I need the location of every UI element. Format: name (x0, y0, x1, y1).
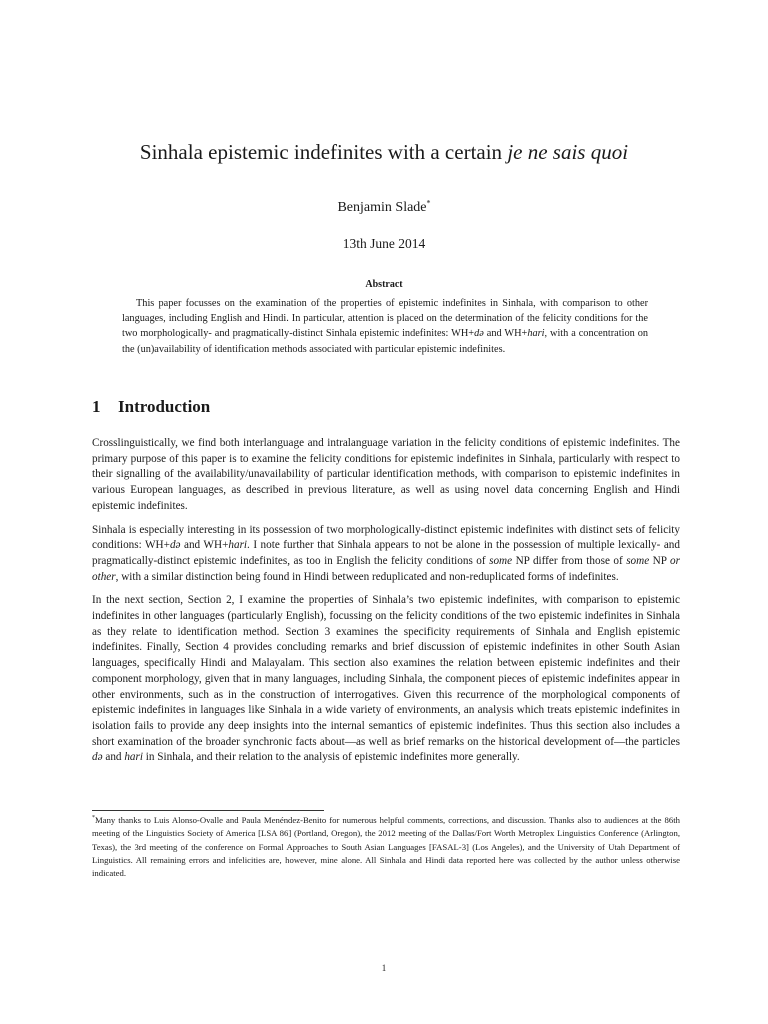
title-main-text: Sinhala epistemic indefinites with a certain (139, 140, 508, 164)
footnote-rule (92, 810, 324, 811)
section-heading (92, 397, 210, 417)
section-number: 1 (92, 397, 101, 416)
p3-segment: in Sinhala, and their relation to the analysis of epistemic indefinites more generally. (142, 751, 520, 764)
p2-segment: NP differ from those of (512, 554, 627, 567)
abstract-term-hari: hari (527, 328, 545, 340)
p2-term-or-other: or other (92, 554, 680, 583)
p2-segment: and WH+ (180, 539, 229, 552)
p2-term-some: some (489, 554, 513, 567)
p2-segment: Sinhala is especially interesting in its possession of two morphologically-distinct epistemic indefinites with distinct sets of felicity conditions: WH+ (92, 523, 680, 552)
paragraph-3 (92, 593, 680, 766)
p3-term-hari: hari (124, 751, 143, 764)
p2-segment: , with a similar distinction being found in Hindi between reduplicated and non-reduplicated forms of indefinites. (115, 570, 619, 583)
abstract-text (122, 296, 648, 357)
p2-segment: . I note further that Sinhala appears to not be alone in the possession of multiple lexically- and pragmatically-distinct epistemic indefinites, as too in English the felicity conditions of (92, 539, 680, 567)
p2-term-some: some (626, 554, 650, 567)
p3-segment: and (102, 751, 125, 764)
title-italic-text: je ne sais quoi (507, 140, 629, 164)
author-name (0, 200, 768, 216)
footnote-text: Many thanks to Luis Alonso-Ovalle and Paula Menéndez-Benito for numerous helpful comments, corrections, and discussion. Thanks also to audiences at the 86th meeting of the Linguistics Society of America [LSA 86] (Portland, Oregon), the 2012 meeting of the Dallas/Fort Worth Metroplex Linguistics Conference (Arlington, Texas), the 3rd meeting of the conference on Formal Approaches to South Asian Languages [FASAL-3] (Los Angeles), and the University of Utah Department of Linguistics. All remaining errors and infelicities are, however, mine alone. All Sinhala and Hindi data reported here was collected by the author unless otherwise indicated. (92, 815, 680, 879)
abstract-segment: , with a concentration on the (un)availability of identification methods associated with particular epistemic indefinites. (122, 328, 648, 355)
p2-term-hari: hari (228, 539, 248, 552)
abstract-segment: and WH+ (483, 328, 528, 340)
body-text (92, 436, 680, 774)
author-footnote-mark: * (426, 198, 431, 208)
p3-segment: In the next section, Section 2, I examine the properties of Sinhala’s two epistemic indefinites, with comparison to epistemic indefinites in other languages (particularly English), focussing on the felicity conditions of the two epistemic indefinites in Sinhala as they relate to identification method. Section 3 examines the specificity requirements of Sinhala and English epistemic indefinites. Finally, Section 4 provides concluding remarks and brief discussion of epistemic indefinites in other South Asian languages, specifically Hindi and Malayalam. This section also examines the relation between epistemic indefinites and their component morphology, given that in many languages, including Sinhala, the component pieces of epistemic indefinites appear in other environments, such as in the construction of interrogatives. Given this recurrence of the morphological components of epistemic indefinites in languages like Sinhala in a wide variety of environments, an analysis which treats epistemic indefinites in isolation fails to provide any deep insights into the internal semantics of epistemic indefinites. Thus this section also includes a short examination of the broader synchronic facts about—as well as brief remarks on the historical development of—the particles (92, 594, 680, 748)
abstract-segment: This paper focusses on the examination of the properties of epistemic indefinites in Sinhala, with comparison to other languages, including English and Hindi. In particular, attention is placed on the determination of the felicity conditions for the two morphologically- and pragmatically-distinct Sinhala epistemic indefinites: WH+ (122, 298, 648, 340)
paper-title (0, 140, 768, 165)
footnote (92, 814, 680, 880)
p2-segment: NP (649, 554, 671, 567)
page-number: 1 (381, 963, 387, 973)
paragraph-2 (92, 523, 680, 586)
abstract-heading: Abstract (365, 279, 403, 290)
paragraph-1: Crosslinguistically, we find both interlanguage and intralanguage variation in the felicity conditions of epistemic indefinites. The primary purpose of this paper is to examine the felicity conditions for epistemic indefinites in Sinhala, particularly with respect to their signalling of the availability/unavailability of particular identification methods, with comparison to epistemic indefinites in various European languages, as described in previous literature, as well as using novel data concerning English and Hindi epistemic indefinites. (92, 437, 680, 512)
section-title: Introduction (118, 397, 211, 416)
paper-date: 13th June 2014 (342, 236, 426, 251)
author-name-text: Benjamin Slade (337, 200, 427, 215)
footnote-mark: * (92, 815, 95, 822)
p2-term-de: də (169, 539, 181, 552)
p3-term-de: də (92, 751, 103, 764)
abstract-term-de: də (474, 328, 484, 340)
